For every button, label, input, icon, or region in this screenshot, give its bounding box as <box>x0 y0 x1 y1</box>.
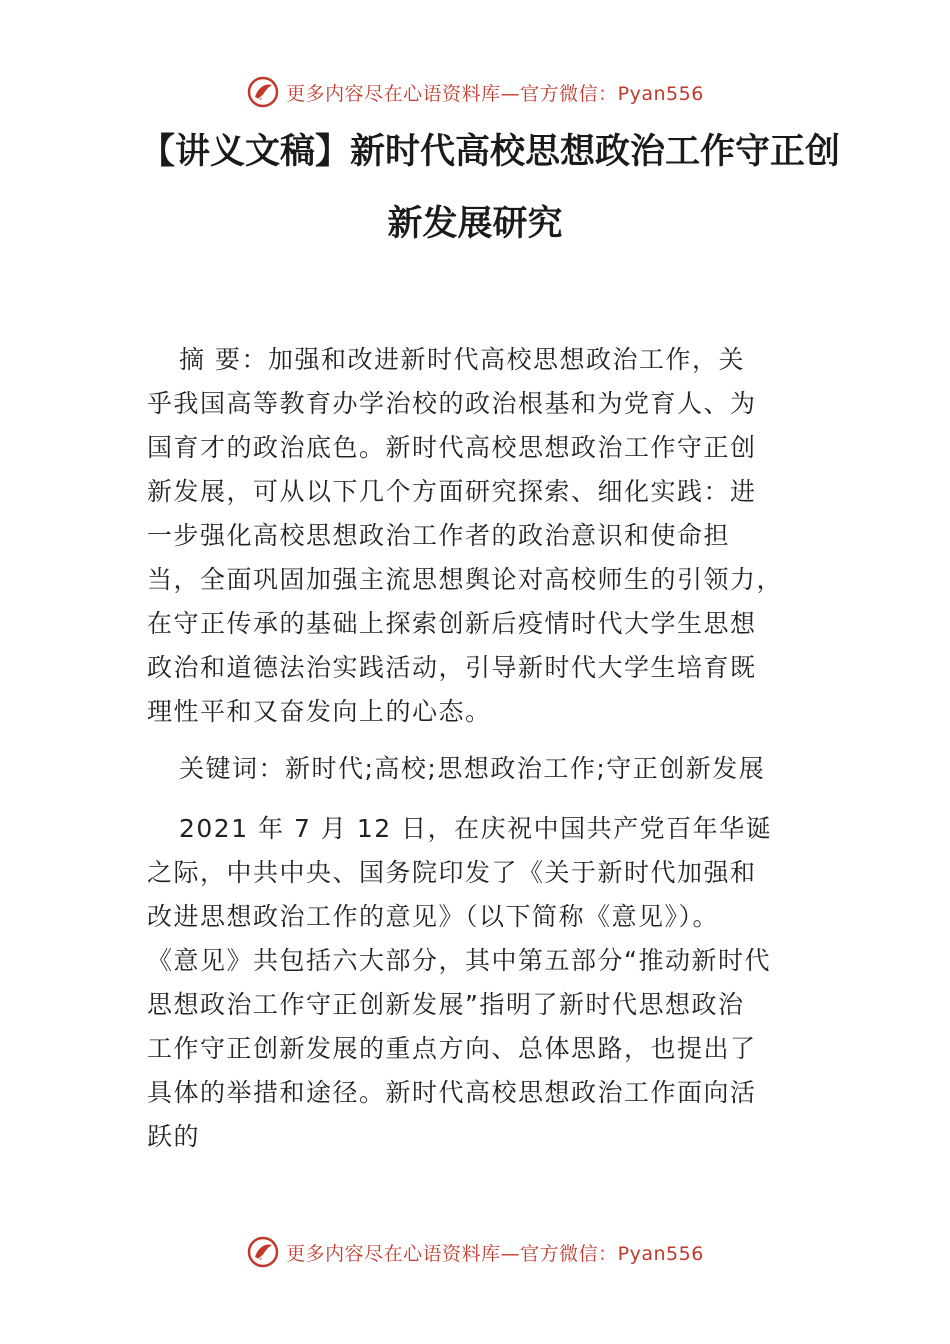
keywords-line: 关键词：新时代;高校;思想政治工作;守正创新发展 <box>179 754 766 783</box>
abstract-line: 在守正传承的基础上探索创新后疫情时代大学生思想 <box>147 609 757 638</box>
body-line: 思想政治工作守正创新发展”指明了新时代思想政治 <box>147 990 745 1019</box>
body-paragraph <box>147 807 807 1159</box>
abstract-line: 当，全面巩固加强主流思想舆论对高校师生的引领力， <box>147 565 784 594</box>
keywords-paragraph <box>147 747 807 791</box>
banner-text: 更多内容尽在心语资料库—官方微信：Pyan556 <box>286 82 704 105</box>
abstract-line: 乎我国高等教育办学治校的政治根基和为党育人、为 <box>147 389 757 418</box>
abstract-line: 国育才的政治底色。新时代高校思想政治工作守正创 <box>147 433 757 462</box>
abstract-line: 新发展，可从以下几个方面研究探索、细化实践：进 <box>147 477 757 506</box>
banner-text: 更多内容尽在心语资料库—官方微信：Pyan556 <box>286 1242 704 1265</box>
body-line: 之际，中共中央、国务院印发了《关于新时代加强和 <box>147 858 757 887</box>
body-line: 改进思想政治工作的意见》（以下简称《意见》）。 <box>147 902 720 931</box>
abstract-paragraph <box>147 338 807 734</box>
body-line: 工作守正创新发展的重点方向、总体思路，也提出了 <box>147 1034 757 1063</box>
footer-banner <box>0 1230 950 1274</box>
abstract-line: 一步强化高校思想政治工作者的政治意识和使命担 <box>147 521 731 550</box>
abstract-line: 摘 要：加强和改进新时代高校思想政治工作，关 <box>179 345 745 374</box>
body-line: 跃的 <box>147 1122 201 1151</box>
abstract-line: 理性平和又奋发向上的心态。 <box>147 697 492 726</box>
body-line: 具体的举措和途径。新时代高校思想政治工作面向活 <box>147 1078 757 1107</box>
abstract-line: 政治和道德法治实践活动，引导新时代大学生培育既 <box>147 653 757 682</box>
document-title-line-1: 【讲义文稿】新时代高校思想政治工作守正创 <box>140 131 841 172</box>
document-title-line-2: 新发展研究 <box>387 203 563 244</box>
header-banner <box>0 70 950 114</box>
logo-icon <box>246 1235 280 1269</box>
body-line: 《意见》共包括六大部分，其中第五部分“推动新时代 <box>147 946 771 975</box>
logo-icon <box>246 75 280 109</box>
body-line: 2021 年 7 月 12 日，在庆祝中国共产党百年华诞 <box>179 814 773 843</box>
